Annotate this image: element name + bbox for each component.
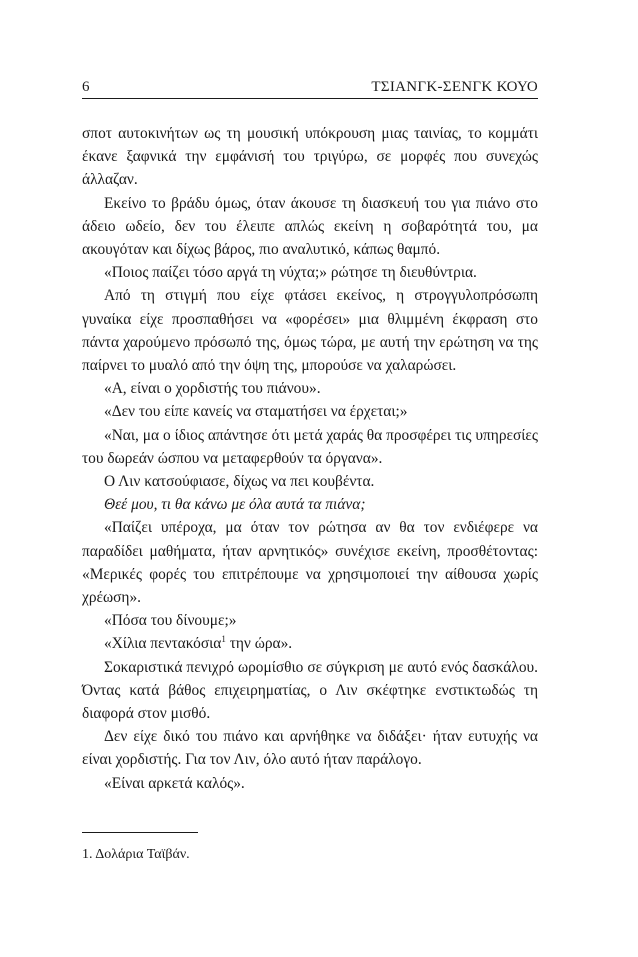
- page-number: 6: [82, 79, 90, 95]
- footnote: 1. Δολάρια Ταϊβάν.: [82, 847, 190, 862]
- paragraph: Από τη στιγμή που είχε φτάσει εκείνος, η στρογγυλοπρόσωπη γυναίκα είχε προσπαθήσει να «φορέσει» μια θλιμμένη έκφραση στο πάντα χαρούμενο πρόσωπό της, όμως τώρα, με αυτή την ερώτηση να της παίρνει το μυαλό από την όψη της, μπορούσε να χαλαρώσει.: [82, 287, 538, 375]
- paragraph: «Ναι, μα ο ίδιος απάντησε ότι μετά χαράς θα προσφέρει τις υπηρεσίες του δωρεάν ώσπου να μεταφερθούν τα όργανα».: [82, 426, 538, 467]
- italic-thought: Θεέ μου, τι θα κάνω με όλα αυτά τα πιάνα;: [104, 496, 366, 514]
- paragraph: «Α, είναι ο χορδιστής του πιάνου».: [104, 380, 321, 398]
- paragraph: «Πόσα του δίνουμε;»: [104, 612, 237, 630]
- paragraph: «Παίζει υπέροχα, μα όταν τον ρώτησα αν θα τον ενδιέφερε να παραδίδει μαθήματα, ήταν αρνητικός» συνέχισε εκείνη, προσθέτοντας: «Μερικές φορές του επιτρέπουμε να χρησιμοποιεί την αίθουσα χωρίς χρέωση».: [82, 519, 538, 607]
- running-header: [82, 78, 538, 99]
- paragraph: «Είναι αρκετά καλός».: [104, 774, 245, 792]
- paragraph: Ο Λιν κατσούφιασε, δίχως να πει κουβέντα.: [104, 473, 375, 491]
- paragraph: Εκείνο το βράδυ όμως, όταν άκουσε τη διασκευή του για πιάνο στο άδειο ωδείο, δεν του έλειπε απλώς εκείνη η σοβαρότητά του, μα ακουγόταν και δίχως βάρος, πιο αναλυτικό, κάπως θαμπό.: [82, 194, 538, 259]
- paragraph-text: την ώρα».: [225, 635, 293, 653]
- footnote-marker[interactable]: 1: [221, 634, 226, 645]
- footnote-divider: [82, 832, 198, 833]
- paragraph: σποτ αυτοκινήτων ως τη μουσική υπόκρουση μιας ταινίας, το κομμάτι έκανε ξαφνικά την εμφάνισή του τριγύρω, σε μορφές που συνεχώς άλλαζαν.: [82, 125, 538, 189]
- running-title: ΤΣΙΑΝΓΚ-ΣΕΝΓΚ ΚΟΥΟ: [371, 79, 538, 95]
- body-text: [82, 122, 538, 795]
- paragraph: Σοκαριστικά πενιχρό ωρομίσθιο σε σύγκριση με αυτό ενός δασκάλου. Όντας κατά βάθος επιχειρηματίας, ο Λιν σκέφτηκε ενστικτωδώς τη διαφορά στον μισθό.: [82, 658, 538, 723]
- paragraph: [82, 632, 538, 655]
- paragraph: «Ποιος παίζει τόσο αργά τη νύχτα;» ρώτησε τη διευθύντρια.: [104, 264, 477, 282]
- paragraph-text: «Χίλια πεντακόσια: [104, 635, 222, 653]
- paragraph: «Δεν του είπε κανείς να σταματήσει να έρχεται;»: [104, 403, 408, 421]
- paragraph: Δεν είχε δικό του πιάνο και αρνήθηκε να διδάξει· ήταν ευτυχής να είναι χορδιστής. Για τον Λιν, όλο αυτό ήταν παράλογο.: [82, 728, 538, 769]
